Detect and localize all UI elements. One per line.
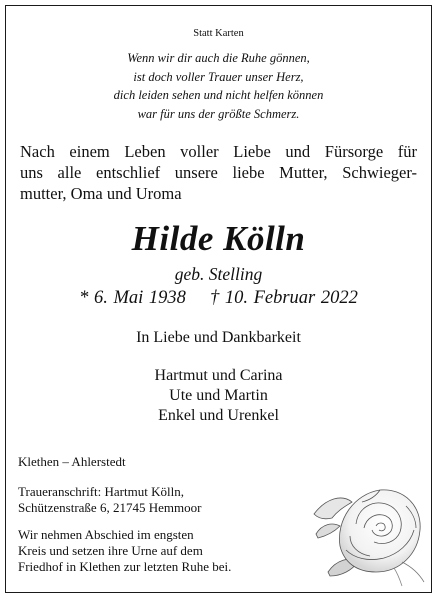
funeral-note: [18, 527, 231, 575]
poem-line: ist doch voller Trauer unser Herz,: [133, 69, 304, 84]
deceased-name: Hilde Kölln: [131, 219, 306, 258]
poem-line: dich leiden sehen und nicht helfen können: [113, 88, 324, 102]
statt-karten-label: Statt Karten: [193, 28, 244, 39]
rose-icon: [306, 476, 430, 588]
obituary-notice: [5, 5, 432, 593]
intro-line: mutter, Oma und Uroma: [20, 184, 182, 203]
birth-name: geb. Stelling: [174, 264, 263, 284]
poem-line: war für uns der größte Schmerz.: [137, 106, 300, 121]
mourner-name: Hartmut und Carina: [154, 367, 283, 384]
mourners-heading: In Liebe und Dankbarkeit: [136, 329, 301, 346]
intro-line: uns alle entschlief unsere liebe Mutter, Schwieger-: [20, 163, 417, 182]
intro-text: [20, 141, 417, 204]
note-line: Wir nehmen Abschied im engsten: [18, 527, 194, 542]
address-line: Traueranschrift: Hartmut Kölln,: [18, 484, 184, 499]
address-line: Schützenstraße 6, 21745 Hemmoor: [18, 500, 202, 515]
birth-date: * 6. Mai 1938: [79, 288, 186, 308]
intro-line: Nach einem Leben voller Liebe und Fürsorge für: [20, 142, 417, 161]
poem: [6, 49, 431, 123]
life-dates: [6, 288, 431, 309]
note-line: Friedhof in Klethen zur letzten Ruhe bei.: [18, 559, 232, 574]
mourner-name: Ute und Martin: [169, 387, 268, 404]
poem-line: Wenn wir dir auch die Ruhe gönnen,: [127, 51, 310, 65]
mourners-list: [6, 366, 431, 426]
death-date: † 10. Februar 2022: [209, 288, 358, 308]
mourning-address: [18, 484, 201, 516]
location: Klethen – Ahlerstedt: [18, 454, 126, 469]
note-line: Kreis und setzen ihre Urne auf dem: [18, 543, 203, 558]
mourner-name: Enkel und Urenkel: [158, 407, 279, 424]
